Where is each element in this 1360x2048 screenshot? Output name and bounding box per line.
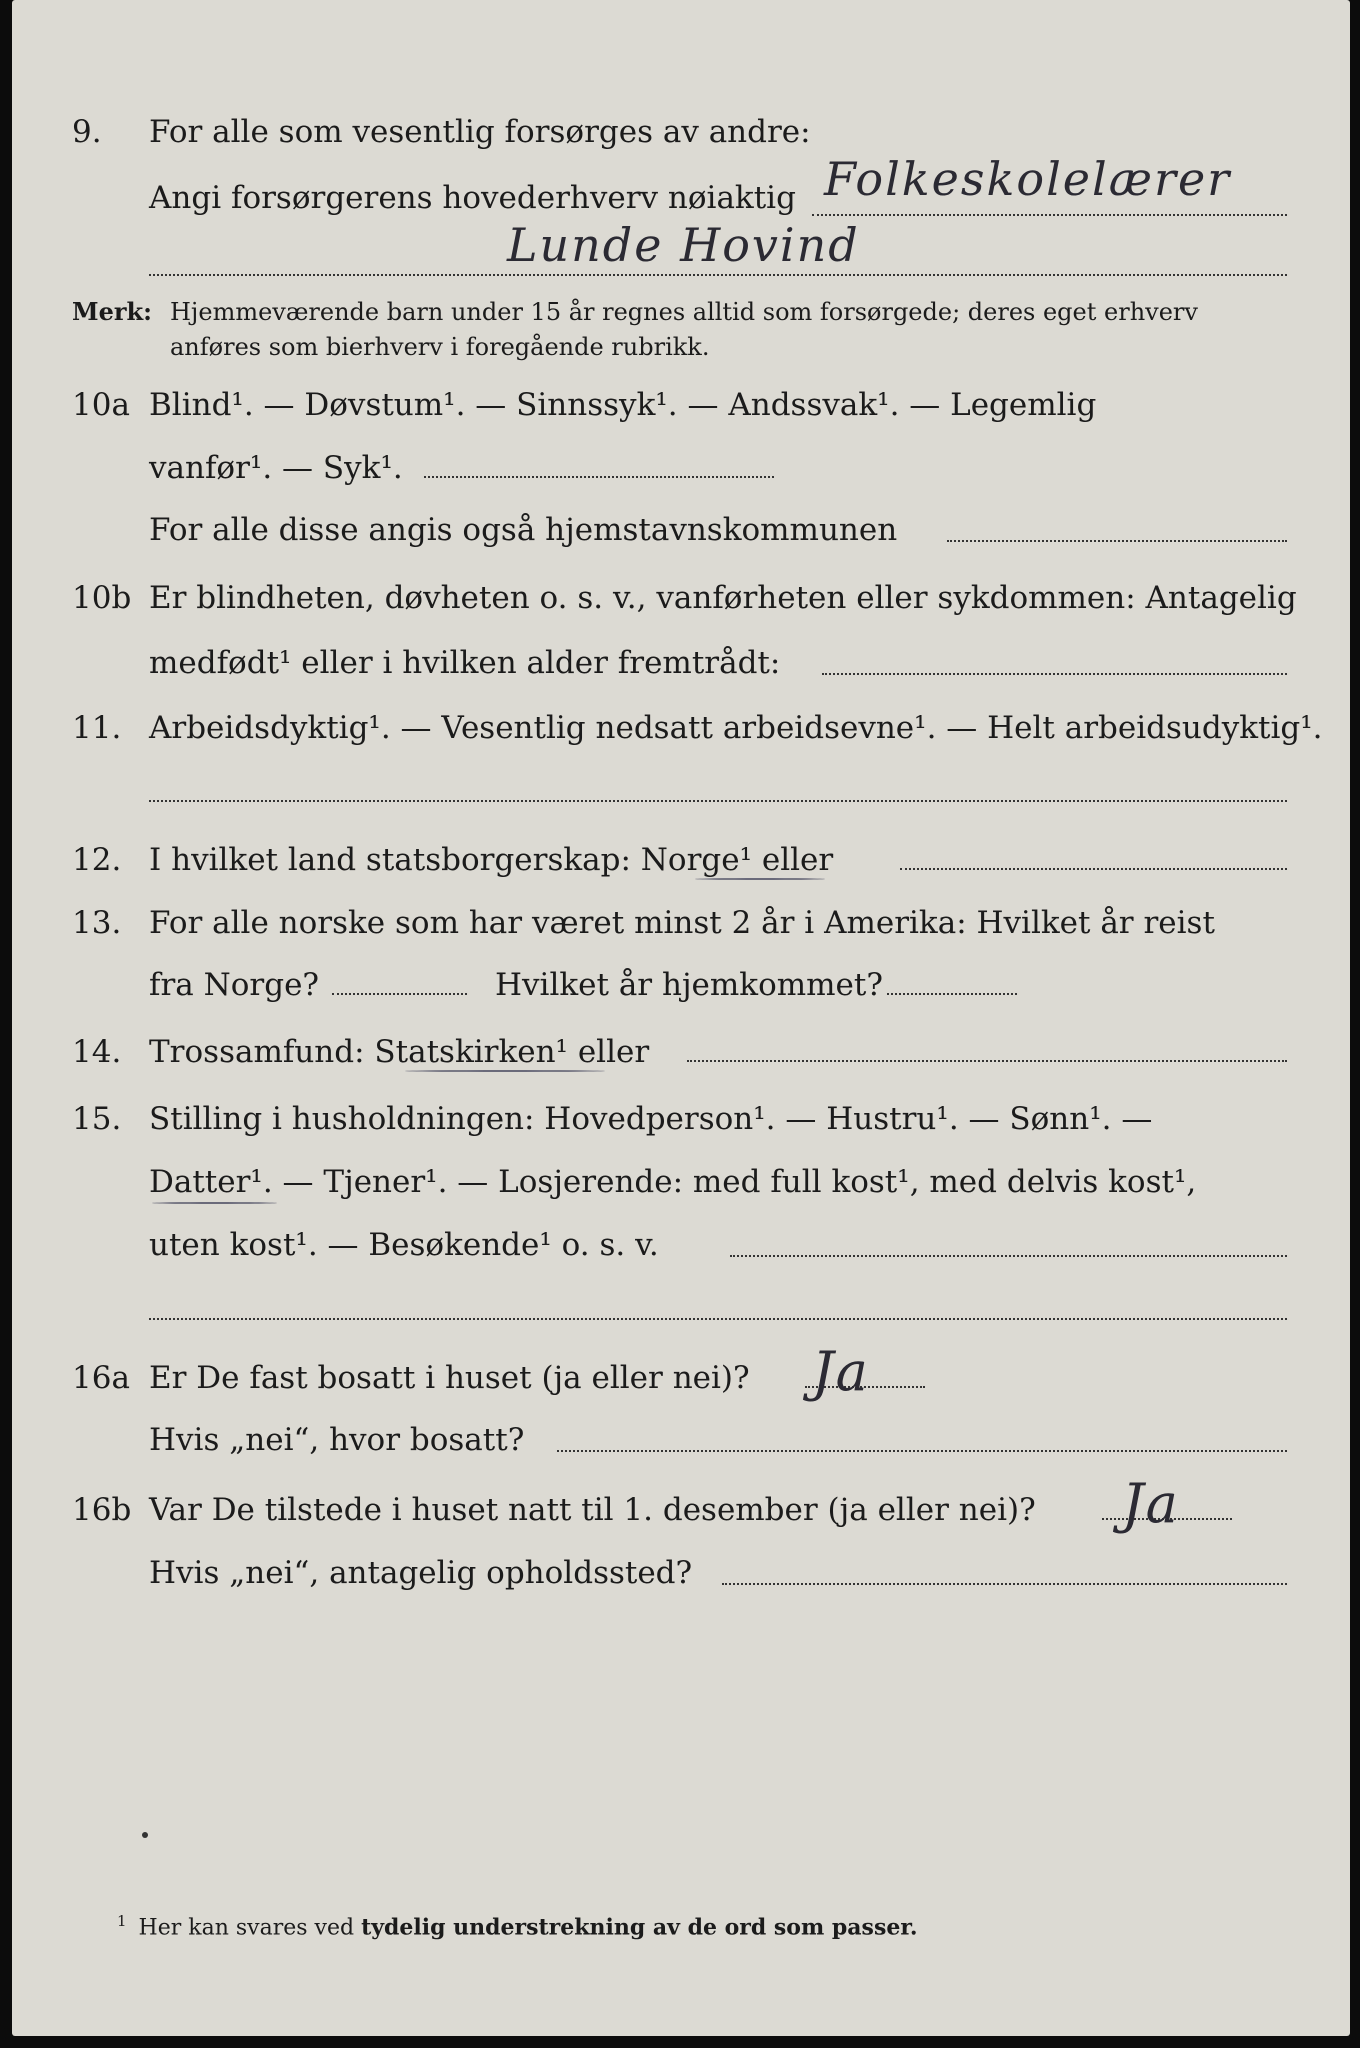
q15-text-2: Datter¹. — Tjener¹. — Losjerende: med full kost¹, med delvis kost¹, (149, 1164, 1197, 1200)
q13-text-1: For alle norske som har været minst 2 år i Amerika: Hvilket år reist (149, 905, 1215, 941)
q9-text-2: Angi forsørgerens hovederhverv nøiaktig (149, 180, 796, 216)
q10a-number: 10a (72, 387, 130, 423)
q15-datter-underline (152, 1202, 277, 1204)
q16b-handwritten-answer: Ja (1122, 1472, 1180, 1535)
q13-number: 13. (72, 905, 122, 941)
q9-number: 9. (72, 114, 102, 150)
q12-text-1: I hvilket land statsborgerskap: Norge¹ eller (149, 842, 834, 878)
q13-reist-line (332, 993, 467, 995)
footnote-text-a: Her kan svares ved (138, 1915, 362, 1941)
q16a-text-1: Er De fast bosatt i huset (ja eller nei)? (149, 1360, 750, 1396)
ink-speck (142, 1832, 148, 1838)
q16b-text-2: Hvis „nei“, antagelig opholdssted? (149, 1555, 693, 1591)
q9-answer-line-1 (812, 214, 1287, 216)
q12-norge-underline (695, 878, 825, 880)
q9-handwritten-place: Lunde Hovind (507, 218, 860, 272)
q15-text-3: uten kost¹. — Besøkende¹ o. s. v. (149, 1227, 659, 1263)
q16a-number: 16a (72, 1360, 130, 1396)
q16a-text-2: Hvis „nei“, hvor bosatt? (149, 1422, 525, 1458)
q10a-answer-line-1 (424, 476, 774, 478)
q14-statskirken-underline (405, 1070, 605, 1072)
q9-answer-line-2 (149, 274, 1287, 276)
footnote-text-b: tydelig understrekning av de ord som passer. (361, 1914, 918, 1941)
q15-answer-line-1 (730, 1255, 1287, 1257)
footnote-marker: 1 (117, 1912, 127, 1930)
q13-text-2b: Hvilket år hjemkommet? (495, 967, 883, 1003)
q16b-number: 16b (72, 1492, 132, 1528)
q10a-text-1: Blind¹. — Døvstum¹. — Sinnssyk¹. — Andssvak¹. — Legemlig (149, 387, 1097, 423)
q12-number: 12. (72, 842, 122, 878)
q10a-text-2: vanfør¹. — Syk¹. (149, 450, 403, 486)
census-form-page (12, 0, 1350, 2036)
q16b-text-1: Var De tilstede i huset natt til 1. desember (ja eller nei)? (149, 1492, 1036, 1528)
q16a-bosatt-line (557, 1450, 1287, 1452)
q10a-answer-line-2 (947, 540, 1287, 542)
merk-text-2: anføres som bierhverv i foregående rubrikk. (170, 333, 710, 361)
q11-number: 11. (72, 710, 122, 746)
q11-text-1: Arbeidsdyktig¹. — Vesentlig nedsatt arbeidsevne¹. — Helt arbeidsudyktig¹. (149, 710, 1323, 746)
q13-hjemkommet-line (887, 993, 1017, 995)
footnote (117, 1912, 918, 1940)
q10b-text-1: Er blindheten, døvheten o. s. v., vanførheten eller sykdommen: Antagelig (149, 580, 1297, 616)
merk-text-1: Hjemmeværende barn under 15 år regnes alltid som forsørgede; deres eget erhverv (170, 298, 1198, 326)
q12-answer-line (900, 868, 1287, 870)
q10b-text-2: medfødt¹ eller i hvilken alder fremtrådt: (149, 645, 781, 681)
q14-text-1: Trossamfund: Statskirken¹ eller (149, 1034, 650, 1070)
q10b-number: 10b (72, 580, 132, 616)
q16b-opholdssted-line (722, 1583, 1287, 1585)
q13-text-2a: fra Norge? (149, 967, 320, 1003)
q10a-text-3: For alle disse angis også hjemstavnskommunen (149, 512, 898, 548)
q15-text-1: Stilling i husholdningen: Hovedperson¹. — Hustru¹. — Sønn¹. — (149, 1101, 1153, 1137)
q15-answer-line-2 (149, 1318, 1287, 1320)
q14-number: 14. (72, 1034, 122, 1070)
q14-answer-line (687, 1060, 1287, 1062)
q16a-handwritten-answer: Ja (812, 1340, 870, 1403)
q9-text-1: For alle som vesentlig forsørges av andre: (149, 114, 811, 150)
q11-answer-line (149, 800, 1287, 802)
merk-label: Merk: (72, 297, 152, 326)
q15-number: 15. (72, 1101, 122, 1137)
q10b-answer-line (822, 673, 1287, 675)
q9-handwritten-occupation: Folkeskolelærer (824, 152, 1232, 206)
